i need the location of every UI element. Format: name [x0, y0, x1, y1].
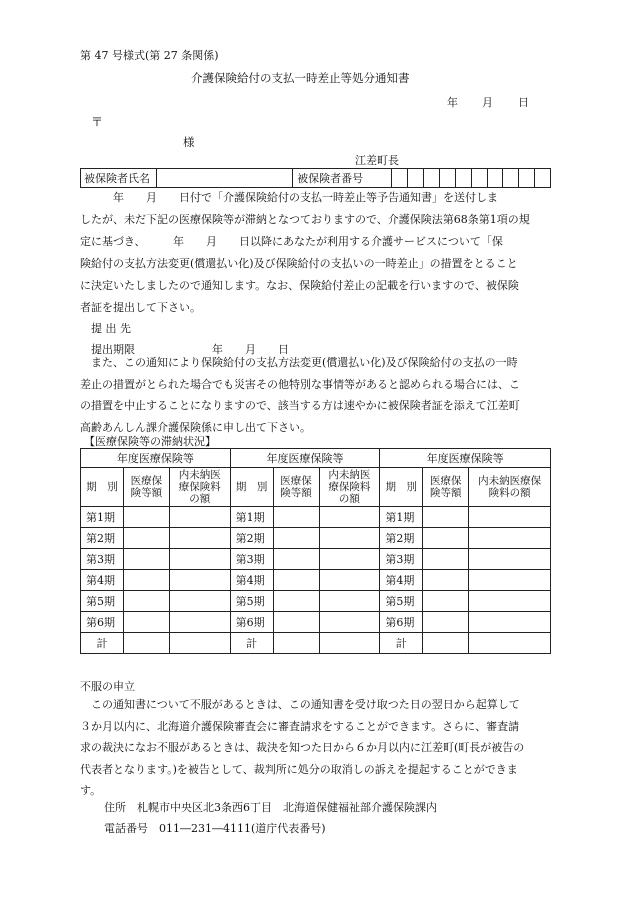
- appeal-line: ３か月以内に、北海道介護保険審査会に審査請求をすることができます。さらに、審査請: [80, 719, 520, 733]
- issuer-name: 江差町長: [355, 154, 399, 167]
- notice-line: 者証を提出して下さい。: [80, 301, 201, 314]
- submit-to: 提 出 先: [91, 322, 131, 335]
- appeal-line: 求の裁決になお不服があるときは、裁決を知つた日から６か月以内に江差町(町長が被告の: [80, 741, 525, 754]
- period-label: 第5期: [81, 591, 124, 612]
- insured-number-cell: [439, 169, 455, 188]
- col-unpaid: 内未納医療保険料の額: [319, 468, 380, 507]
- postal-mark: 〒: [91, 115, 104, 129]
- appeal-heading: 不服の申立: [80, 680, 135, 693]
- insured-number-cell: [487, 169, 503, 188]
- period-label: 第1期: [81, 507, 124, 528]
- notice-line: 差止の措置がとられた場合でも災害その他特別な事情等があると認められる場合には、こ: [80, 377, 520, 391]
- col-unpaid: 内未納医療保険料の額: [169, 468, 230, 507]
- period-label: 第2期: [380, 528, 423, 549]
- notice-line: 険給付の支払方法変更(償還払い化)及び保険給付の支払いの一時差止」の措置をとること: [80, 257, 518, 270]
- table-caption: 【医療保険等の滞納状況】: [84, 435, 216, 448]
- page-title: 介護保険給付の支払一時差止等処分通知書: [191, 71, 410, 85]
- period-label: 第1期: [230, 507, 273, 528]
- phone-line: 電話番号 011―231―4111(道庁代表番号): [104, 822, 326, 835]
- form-number: 第 47 号様式(第 27 条関係): [80, 49, 219, 62]
- group-header: 年度医療保険等: [380, 449, 551, 468]
- period-label: 第5期: [380, 591, 423, 612]
- notice-line: 高齢あんしん課介護保険係に申し出て下さい。: [80, 420, 311, 434]
- notice-body: [80, 187, 551, 319]
- insured-number-cell: [408, 169, 424, 188]
- col-period: 期 別: [230, 468, 273, 507]
- submit-deadline: 提出期限 年 月 日: [91, 343, 289, 356]
- notice-body-2: [80, 352, 551, 438]
- recipient-suffix: 様: [183, 135, 195, 149]
- address-line: 住所 札幌市中央区北3条西6丁目 北海道保健福祉部介護保険課内: [104, 801, 437, 814]
- col-amount: 医療保険等額: [273, 468, 319, 507]
- date-month: 月: [482, 96, 493, 109]
- group-header: 年度医療保険等: [230, 449, 380, 468]
- period-label: 第2期: [81, 528, 124, 549]
- appeal-body: [80, 694, 551, 802]
- total-label: 計: [230, 633, 273, 654]
- notice-line: また、この通知により保険給付の支払方法変更(償還払い化)及び保険給付の支払の一時: [91, 356, 518, 369]
- period-label: 第5期: [230, 591, 273, 612]
- date-year: 年: [447, 96, 458, 109]
- insured-number-cell: [503, 169, 519, 188]
- insured-number-cell: [424, 169, 440, 188]
- notice-line: 年 月 日付で「介護保険給付の支払一時差止等予告通知書」を送付しま: [80, 191, 498, 204]
- insured-number-label: 被保険者番号: [293, 169, 392, 188]
- period-label: 第3期: [380, 549, 423, 570]
- col-unpaid: 内未納医療保険料の額: [469, 468, 551, 507]
- insured-number-cell: [519, 169, 535, 188]
- insured-name-field: [157, 169, 293, 188]
- date-day: 日: [518, 96, 529, 109]
- period-label: 第1期: [380, 507, 423, 528]
- insured-name-label: 被保険者氏名: [81, 169, 157, 188]
- appeal-line: この通知書について不服があるときは、この通知書を受け取つた日の翌日から起算して: [80, 698, 520, 711]
- insured-number-cell: [392, 169, 408, 188]
- col-amount: 医療保険等額: [123, 468, 169, 507]
- period-label: 第6期: [81, 612, 124, 633]
- notice-line: したが、未だ下記の医療保険等が滞納となつておりますので、介護保険法第68条第1項の規: [80, 213, 530, 226]
- insured-number-cell: [535, 169, 551, 188]
- arrears-table: [80, 448, 551, 654]
- col-period: 期 別: [81, 468, 124, 507]
- appeal-line: す。: [80, 784, 102, 797]
- total-label: 計: [81, 633, 124, 654]
- col-amount: 医療保険等額: [423, 468, 469, 507]
- appeal-line: 代表者となります。)を被告として、裁判所に処分の取消しの訴えを提起することができま: [80, 762, 518, 776]
- period-label: 第2期: [230, 528, 273, 549]
- period-label: 第3期: [230, 549, 273, 570]
- period-label: 第4期: [81, 570, 124, 591]
- period-label: 第3期: [81, 549, 124, 570]
- notice-line: の措置を中止することになりますので、該当する方は速やかに被保険者証を添えて江差町: [80, 399, 520, 412]
- insured-number-cell: [455, 169, 471, 188]
- group-header: 年度医療保険等: [81, 449, 231, 468]
- insured-id-table: [80, 168, 551, 188]
- period-label: 第6期: [230, 612, 273, 633]
- period-label: 第6期: [380, 612, 423, 633]
- notice-line: に決定いたしましたので通知します。なお、保険給付差止の記載を行いますので、被保険: [80, 279, 519, 292]
- period-label: 第4期: [230, 570, 273, 591]
- notice-line: 定に基づき、 年 月 日以降にあなたが利用する介護サービスについて「保: [80, 235, 503, 248]
- insured-number-cell: [471, 169, 487, 188]
- period-label: 第4期: [380, 570, 423, 591]
- total-label: 計: [380, 633, 423, 654]
- col-period: 期 別: [380, 468, 423, 507]
